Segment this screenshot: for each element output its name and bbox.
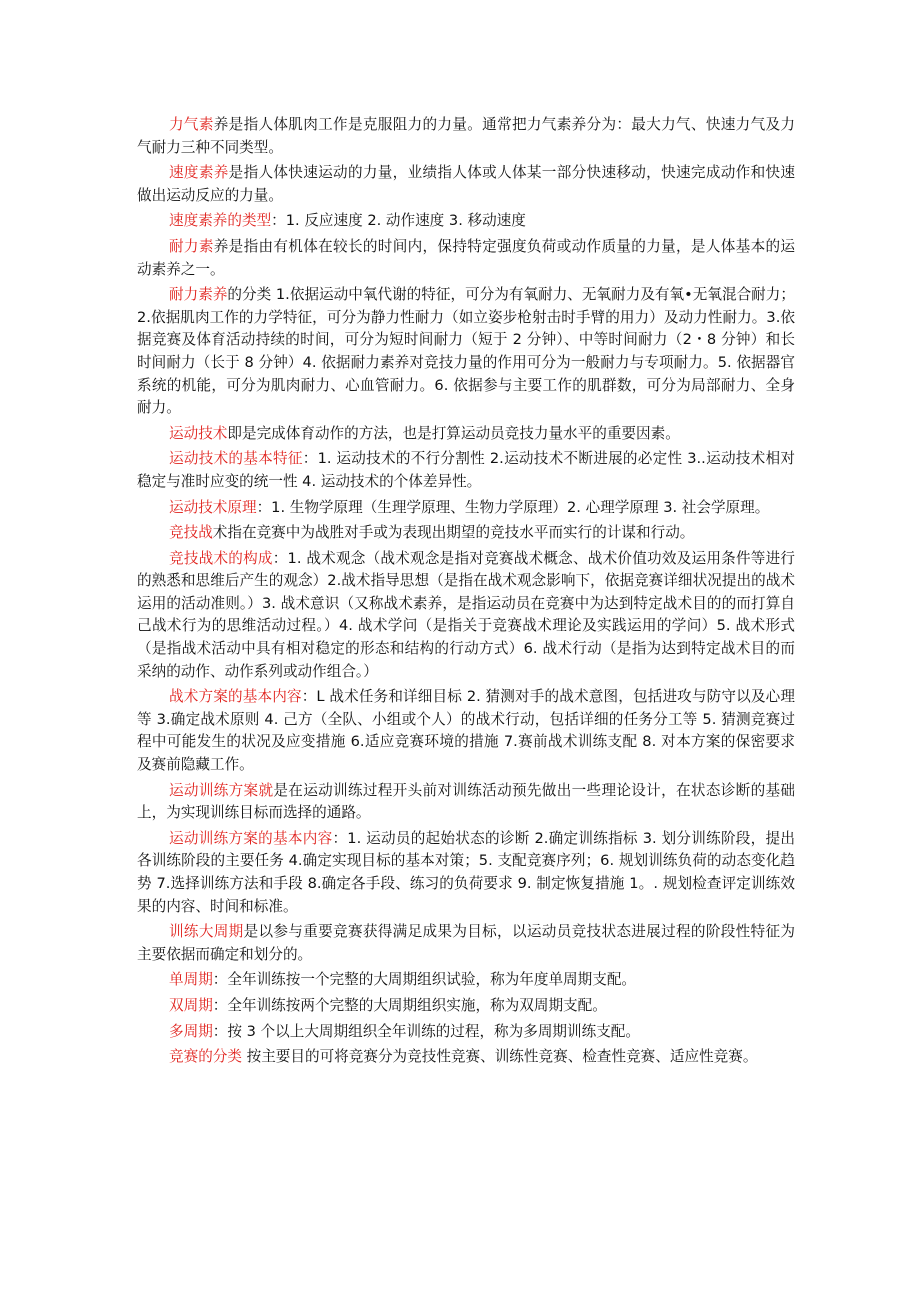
paragraph-text: ：1. 运动技术的不行分割性 2.运动技术不断进展的必定性 3..运动技术相对稳定与准时应变的统一性 4. 运动技术的个体差异性。	[137, 450, 795, 490]
term-tactics-plan: 战术方案的基本内容	[169, 688, 302, 706]
term-speed-types: 速度素养的类型	[169, 212, 272, 230]
paragraph-text: 即是完成体育动作的方法，也是打算运动员竞技力量水平的重要因素。	[227, 424, 680, 442]
term-single-cycle: 单周期	[169, 971, 213, 989]
term-strength: 力气素	[169, 116, 214, 133]
paragraph-macrocycle	[137, 921, 795, 966]
paragraph-text: ：全年训练按两个完整的大周期组织实施，称为双周期支配。	[212, 996, 607, 1014]
paragraph-multi-cycle	[137, 1021, 795, 1044]
term-tactics: 竞技战	[169, 524, 213, 542]
term-technique: 运动技术	[169, 424, 228, 442]
paragraph-double-cycle	[137, 995, 795, 1018]
paragraph-text: ：1. 生物学原理（生理学原理、生物力学原理）2. 心理学原理 3. 社会学原理。	[256, 498, 770, 516]
paragraph-speed-types	[137, 210, 795, 233]
term-endurance: 耐力素	[169, 237, 214, 255]
paragraph-text: 术指在竞赛中为战胜对手或为表现出期望的竞技水平而实行的计谋和行动。	[212, 524, 695, 542]
term-technique-features: 运动技术的基本特征	[169, 450, 303, 468]
paragraph-text: 养是指人体肌肉工作是克服阻力的力量。通常把力气素养分为：最大力气、快速力气及力气耐力三种不同类型。	[137, 116, 795, 156]
paragraph-text: 的分类 1.依据运动中氧代谢的特征，可分为有氧耐力、无氧耐力及有氧•无氧混合耐力；2.依据肌肉工作的力学特征，可分为静力性耐力（如立姿步枪射击时手臂的用力）及动力性耐力。3.依据竞赛及体育活动持续的时间，可分为短时间耐力（短于 2 分钟）、中等时间耐力（2・8 分钟）和长时间耐力（长于 8 分钟）4. 依据耐力素养对竞技力量的作用可分为一般耐力与专项耐力。5. 依据器官系统的机能，可分为肌肉耐力、心血管耐力。6. 依据参与主要工作的肌群数，可分为局部耐力、全身耐力。	[137, 286, 795, 417]
term-multi-cycle: 多周期	[169, 1022, 213, 1040]
paragraph-technique-features	[137, 448, 795, 493]
paragraph-text: 是以参与重要竞赛获得满足成果为目标，以运动员竞技状态进展过程的阶段性特征为主要依据而确定和划分的。	[137, 923, 795, 963]
paragraph-text: ：全年训练按一个完整的大周期组织试验，称为年度单周期支配。	[212, 971, 637, 989]
paragraph-tactics-plan	[137, 686, 795, 776]
term-training-plan: 运动训练方案就	[169, 781, 274, 799]
paragraph-training-plan-content	[137, 828, 795, 918]
paragraph-speed	[137, 162, 795, 207]
term-tactics-composition: 竞技战术的构成	[169, 549, 273, 567]
paragraph-competition-types	[137, 1046, 795, 1069]
term-training-plan-content: 运动训练方案的基本内容	[169, 829, 333, 847]
term-endurance-classification: 耐力素养	[169, 286, 228, 304]
paragraph-text: 是在运动训练过程开头前对训练活动预先做出一些理论设计，在状态诊断的基础上，为实现训练目标而选择的通路。	[137, 781, 795, 822]
term-macrocycle: 训练大周期	[169, 923, 244, 941]
paragraph-text: 是指人体快速运动的力量，业绩指人体或人体某一部分快速移动，快速完成动作和快速做出运动反应的力量。	[137, 164, 795, 204]
paragraph-text: 按主要目的可将竞赛分为竞技性竞赛、训练性竞赛、检查性竞赛、适应性竞赛。	[241, 1048, 758, 1066]
paragraph-text: ：按 3 个以上大周期组织全年训练的过程，称为多周期训练支配。	[212, 1022, 640, 1040]
term-competition-types: 竞赛的分类	[169, 1048, 242, 1066]
paragraph-endurance	[137, 236, 795, 281]
term-technique-principles: 运动技术原理	[169, 498, 257, 516]
paragraph-technique-principles	[137, 497, 795, 520]
paragraph-technique	[137, 423, 795, 446]
paragraph-strength	[137, 114, 795, 159]
paragraph-training-plan	[137, 780, 795, 825]
paragraph-endurance-classification	[137, 284, 795, 420]
paragraph-tactics-composition	[137, 548, 795, 684]
paragraph-text: ：L 战术任务和详细目标 2. 猜测对手的战术意图，包括进攻与防守以及心理等 3.确定战术原则 4. 己方（全队、小组或个人）的战术行动，包括详细的任务分工等 5. 猜测竞赛过程中可能发生的状况及应变措施 6.适应竞赛环境的措施 7.赛前战术训练支配 8. 对本方案的保密要求及赛前隐藏工作。	[137, 688, 795, 774]
paragraph-text: 养是指由有机体在较长的时间内，保持特定强度负荷或动作质量的力量，是人体基本的运动素养之一。	[137, 237, 795, 278]
paragraph-tactics	[137, 522, 795, 545]
paragraph-text: ：1. 战术观念（战术观念是指对竞赛战术概念、战术价值功效及运用条件等进行的熟悉和思维后产生的观念）2.战术指导思想（是指在战术观念影响下，依据竞赛详细状况提出的战术运用的活动准则。）3. 战术意识（又称战术素养，是指运动员在竞赛中为达到特定战术目的的而打算自己战术行为的思维活动过程。）4. 战术学问（是指关于竞赛战术理论及实践运用的学问）5. 战术形式（是指战术活动中具有相对稳定的形态和结构的行动方式）6. 战术行动（是指为达到特定战术目的而采纳的动作、动作系列或动作组合。）	[137, 549, 795, 680]
document-page	[137, 114, 795, 1072]
term-double-cycle: 双周期	[169, 996, 213, 1014]
paragraph-text: ：1. 运动员的起始状态的诊断 2.确定训练指标 3. 划分训练阶段，提出各训练阶段的主要任务 4.确定实现目标的基本对策；5. 支配竞赛序列；6. 规划训练负荷的动态变化趋势 7.选择训练方法和手段 8.确定各手段、练习的负荷要求 9. 制定恢复措施 1。. 规划检查评定训练效果的内容、时间和标准。	[137, 829, 795, 915]
paragraph-text: ：1. 反应速度 2. 动作速度 3. 移动速度	[271, 212, 526, 230]
term-speed: 速度素养	[169, 164, 229, 182]
paragraph-single-cycle	[137, 969, 795, 992]
